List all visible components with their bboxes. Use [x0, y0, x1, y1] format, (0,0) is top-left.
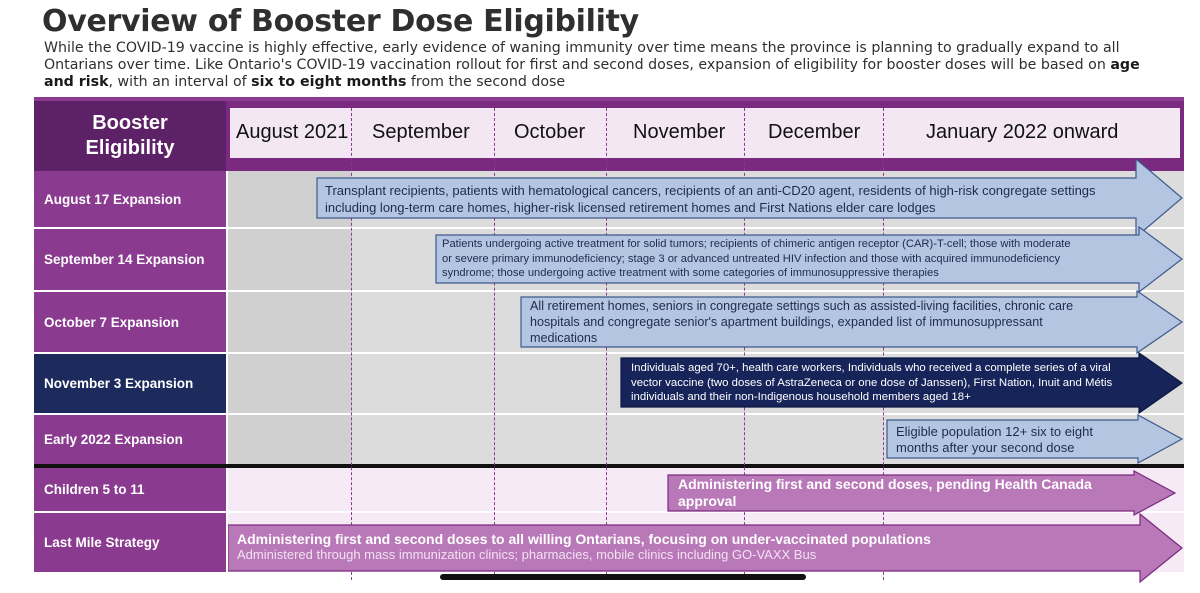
august-17-arrow: Transplant recipients, patients with hematological cancers, recipients of an anti-CD20 agent, residents of high-risk congregate settings including long-term care homes, higher-risk licensed retirement homes and First Nations elder care lodges — [316, 157, 1184, 239]
month-september: September — [372, 121, 470, 143]
month-october: October — [514, 121, 586, 143]
row-label-november-3: November 3 Expansion — [34, 354, 226, 413]
month-january-2022-onward: January 2022 onward — [926, 121, 1119, 143]
row-label-september-14: September 14 Expansion — [34, 229, 226, 290]
intro-text: While the COVID-19 vaccine is highly effective, early evidence of waning immunity over time means the province is planning to gradually expand to all Ontarians over time. Like Ontario's COVID-19 vaccination rollout for first and second doses, expansion of eligibility for booster doses will be based on age and risk, with an interval of six to eight months from the second dose — [44, 40, 1140, 90]
last-mile-arrow: Administering first and second doses to all willing Ontarians, focusing on under-vaccinated populations Administered through mass immunization clinics; pharmacies, mobile clinics including GO-VAXX Bus — [228, 512, 1184, 584]
row-label-october-7: October 7 Expansion — [34, 292, 226, 352]
row-label-early-2022: Early 2022 Expansion — [34, 415, 226, 464]
booster-eligibility-header: Booster Eligibility — [34, 101, 226, 171]
row-label-last-mile: Last Mile Strategy — [34, 513, 226, 572]
november-3-arrow: Individuals aged 70+, health care workers, Individuals who received a complete series of a viral vector vaccine (two doses of AstraZeneca or one dose of Janssen), First Nation, Inuit and Métis individuals and their non-Indigenous household members aged 18+ — [620, 352, 1184, 414]
children-5-to-11-arrow: Administering first and second doses, pending Health Canada approval — [667, 470, 1177, 516]
month-august-2021: August 2021 — [236, 121, 349, 143]
row-label-children-5-to-11: Children 5 to 11 — [34, 468, 226, 511]
month-november: November — [633, 121, 726, 143]
section-divider — [34, 464, 1184, 468]
early-2022-arrow: Eligible population 12+ six to eight months after your second dose — [886, 414, 1184, 464]
page-title: Overview of Booster Dose Eligibility — [42, 4, 639, 39]
scroll-indicator[interactable] — [440, 574, 806, 580]
october-7-arrow: All retirement homes, seniors in congregate settings such as assisted-living facilities, chronic care hospitals and congregate senior's apartment buildings, expanded list of immunosuppressant medications — [520, 290, 1184, 354]
month-december: December — [768, 121, 861, 143]
september-14-arrow: Patients undergoing active treatment for solid tumors; recipients of chimeric antigen receptor (CAR)-T-cell; those with moderate or severe primary immunodeficiency; stage 3 or advanced untreated HIV infection and those with acquired immunodeficiency syndrome; those undergoing active treatment with some categories of immunosuppressive therapies — [435, 226, 1184, 293]
row-label-august-17: August 17 Expansion — [34, 171, 226, 227]
